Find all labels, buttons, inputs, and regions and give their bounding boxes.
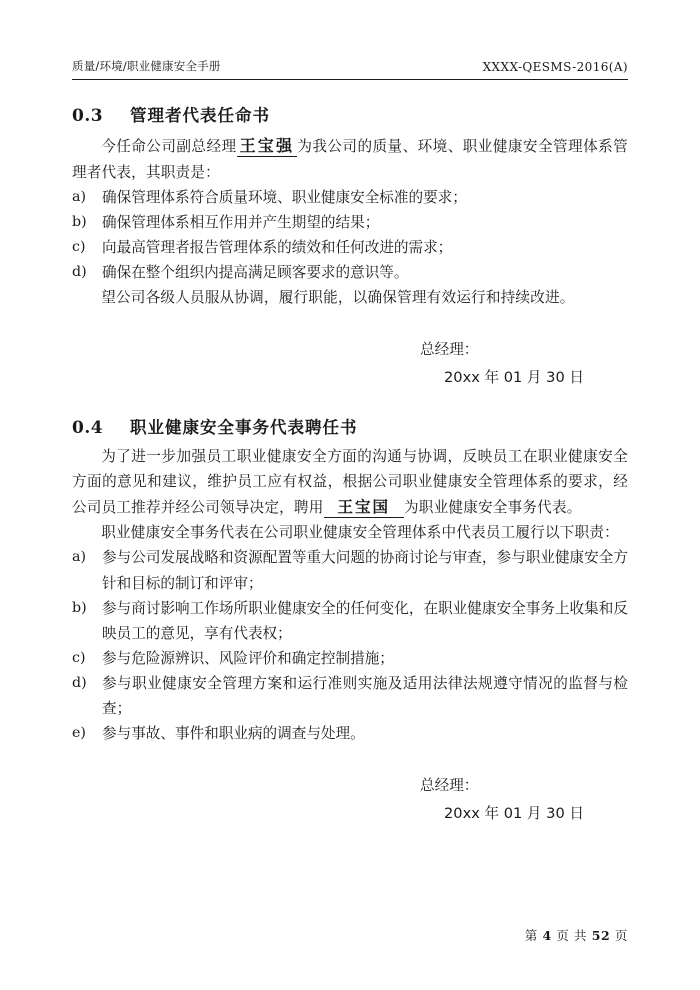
page-header <box>72 58 628 80</box>
list-item <box>72 671 628 721</box>
section-number: 0.3 <box>72 106 104 126</box>
intro-text-before-name: 今任命公司副总经理 <box>101 138 237 155</box>
list-marker: c) <box>72 238 86 255</box>
intro-text-before-name: 为了进一步加强员工职业健康安全方面的沟通与协调，反映员工在职业健康安全方面的意见和建议，维护员工应有权益，根据公司职业健康安全管理体系的要求，经公司员工推荐并经公司领导决定，聘用 <box>72 447 628 516</box>
list-item-text: 参与事故、事件和职业病的调查与处理。 <box>102 725 365 743</box>
footer-prefix: 第 <box>524 928 538 943</box>
list-item-text: 确保管理体系符合质量环境、职业健康安全标准的要求； <box>102 188 467 206</box>
section-number: 0.4 <box>72 417 104 438</box>
list-item-text: 参与商讨影响工作场所职业健康安全的任何变化，在职业健康安全事务上收集和反映员工的意见，享有代表权； <box>102 599 628 642</box>
footer-middle: 页 共 <box>556 928 588 943</box>
list-marker: a) <box>72 188 86 205</box>
list-item-text: 参与职业健康安全管理方案和运行准则实施及适用法律法规遵守情况的监督与检查； <box>102 674 628 718</box>
section-0-3-intro-paragraph <box>72 132 628 185</box>
section-title: 管理者代表任命书 <box>130 106 270 125</box>
appointed-person-name: 王宝强 <box>237 136 298 157</box>
footer-total-pages: 52 <box>591 928 611 943</box>
list-item-text: 确保在整个组织内提高满足顾客要求的意识等。 <box>102 263 409 281</box>
section-0-4-intro-paragraph <box>72 444 628 521</box>
list-item-text: 确保管理体系相互作用并产生期望的结果； <box>102 213 380 231</box>
signature-date: 20xx 年 01 月 30 日 <box>444 804 584 822</box>
appointed-person-name: 王宝国 <box>324 498 405 518</box>
list-marker: a) <box>72 549 86 566</box>
signature-label: 总经理： <box>420 777 479 795</box>
footer-page-number: 4 <box>542 928 552 943</box>
list-item-text: 参与公司发展战略和资源配置等重大问题的协商讨论与审查，参与职业健康安全方针和目标的制订和评审； <box>102 549 628 592</box>
section-0-4-duty-list <box>72 545 628 746</box>
list-item <box>72 646 628 671</box>
intro-text-after-name: 为职业健康安全事务代表。 <box>404 498 582 516</box>
list-item-text: 参与危险源辨识、风险评价和确定控制措施； <box>102 649 394 667</box>
list-item-text: 向最高管理者报告管理体系的绩效和任何改进的需求； <box>102 238 453 256</box>
section-0-3-duty-list <box>72 185 628 285</box>
list-marker: e) <box>72 725 86 742</box>
section-0-3-closing-paragraph: 望公司各级人员服从协调，履行职能，以确保管理有效运行和持续改进。 <box>101 288 575 306</box>
list-item <box>72 596 628 646</box>
list-item <box>72 210 628 235</box>
header-doc-code: XXXX-QESMS-2016(A) <box>482 60 628 74</box>
header-manual-title: 质量/环境/职业健康安全手册 <box>72 59 221 73</box>
footer-suffix: 页 <box>614 928 628 943</box>
list-item <box>72 545 628 595</box>
list-marker: d) <box>72 674 87 691</box>
list-item <box>72 185 628 210</box>
list-marker: d) <box>72 263 87 280</box>
list-item <box>72 235 628 260</box>
section-title: 职业健康安全事务代表聘任书 <box>130 417 358 437</box>
section-0-4-signature-block <box>72 772 628 827</box>
section-heading-0-4 <box>72 414 628 438</box>
page-footer <box>525 926 628 944</box>
list-item <box>72 721 628 746</box>
section-0-3-signature-block <box>72 336 628 391</box>
list-marker: b) <box>72 213 87 230</box>
signature-label: 总经理： <box>420 341 479 359</box>
section-heading-0-3 <box>72 102 628 126</box>
list-marker: b) <box>72 599 87 616</box>
list-marker: c) <box>72 649 86 666</box>
signature-date: 20xx 年 01 月 30 日 <box>444 368 584 386</box>
section-0-4-second-paragraph: 职业健康安全事务代表在公司职业健康安全管理体系中代表员工履行以下职责： <box>101 524 619 542</box>
list-item <box>72 260 628 285</box>
intro-text-after-name: 为我公司的质量、环境、职业健康安全管理体系管理者代表，其职责是： <box>72 138 628 181</box>
